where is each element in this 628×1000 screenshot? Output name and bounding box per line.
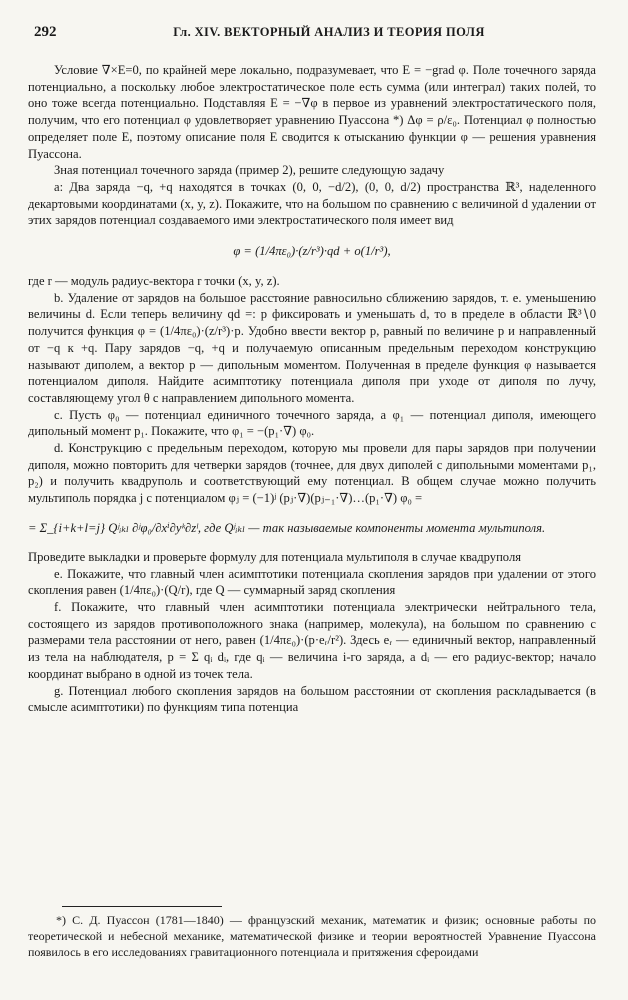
page-header (34, 24, 594, 46)
page-number: 292 (34, 24, 57, 40)
paragraph-task-intro: Зная потенциал точечного заряда (пример 2), решите следующую задачу (54, 163, 445, 178)
paragraph-c: c. Пусть φ₀ — потенциал единичного точечного заряда, а φ₁ — потенциал диполя, имеющего дипольный момент p₁. Покажите, что φ₁ = −(p₁·∇) φ₀. (28, 407, 596, 439)
chapter-title: Гл. XIV. ВЕКТОРНЫЙ АНАЛИЗ И ТЕОРИЯ ПОЛЯ (173, 25, 485, 39)
main-text (28, 62, 596, 716)
footnote-text: *) С. Д. Пуассон (1781—1840) — французский механик, математик и физик; основные работы по теоретической и небесной механике, математической физике и теории вероятностей Уравнение Пуассона появилось в его исследованиях гравитационного потенциала и притяжения сфероидами (28, 913, 596, 959)
footnote (28, 912, 596, 960)
paragraph-d-continued: Проведите выкладки и проверьте формулу для потенциала мультиполя в случае квадруполя (28, 549, 522, 564)
paragraph-a: a: Два заряда −q, +q находятся в точках (0, 0, −d/2), (0, 0, d/2) пространства ℝ³, наделенного декартовыми координатами (x, y, z). Покажите, что на большом по сравнению с величиной d удалении от этих зарядов потенциал создаваемого ими электростатического поля имеет вид (28, 179, 596, 228)
paragraph-b: b. Удаление от зарядов на большое расстояние равносильно сближению зарядов, т. е. уменьшению величины d. Если теперь величину qd =: p фиксировать и уменьшать d, то в пределе в области ℝ³∖0 получится функция φ = (1/4πε₀)·(z/r³)·p. Удобно ввести вектор p, равный по величине p и направленный от −q к +q. Пару зарядов −q, +q и получаемую описанным предельным переходом конструкцию называют диполем, а вектор p — дипольным моментом. Полученная в пределе функция φ называется потенциалом диполя. Найдите асимптотику потенциала диполя при уходе от диполя по лучу, составляющему угол θ с направлением дипольного момента. (28, 290, 596, 405)
paragraph-f: f. Покажите, что главный член асимптотики потенциала электрически нейтрального тела, состоящего из зарядов противоположного знака (например, молекула), на большом по сравнению с размерами тела расстоянии от него, равен (1/4πε₀)·(p·eᵣ/r²). Здесь eᵣ — единичный вектор, направленный из тела на наблюдателя, p = Σ qᵢ dᵢ, где qᵢ — величина i-го заряда, а dᵢ — его радиус-вектор; начало координат выбрано в одной из точек тела. (28, 599, 596, 681)
formula-multipole: = Σ_{i+k+l=j} Qʲᵢₖₗ ∂ʲφ₀/∂xⁱ∂yᵏ∂zˡ, где Qʲᵢₖₗ — так называемые компоненты момента мультиполя. (28, 520, 546, 535)
paragraph-g: g. Потенциал любого скопления зарядов на большом расстоянии от скопления раскладывается (в смысле асимптотики) по функциям типа потенциа (28, 683, 596, 715)
footnote-rule (62, 906, 222, 907)
paragraph-r-definition: где r — модуль радиус-вектора r точки (x, y, z). (28, 274, 280, 289)
formula-dipole-potential: φ = (1/4πε₀)·(z/r³)·qd + o(1/r³), (233, 244, 391, 259)
paragraph-e: e. Покажите, что главный член асимптотики потенциала скопления зарядов при удалении от этого скопления равен (1/4πε₀)·(Q/r), где Q — суммарный заряд скопления (28, 566, 596, 598)
paragraph-d: d. Конструкцию с предельным переходом, которую мы провели для пары зарядов при получении диполя, можно повторить для четверки зарядов (точнее, для двух диполей с дипольными моментами p₁, p₂) и получить квадруполь и соответствующий ему потенциал. В общем случае можно получить мультиполь порядка j с потенциалом φⱼ = (−1)ʲ (pⱼ·∇)(pⱼ₋₁·∇)…(p₁·∇) φ₀ = (28, 441, 596, 506)
paragraph-poisson: Условие ∇×E=0, по крайней мере локально, подразумевает, что E = −grad φ. Поле точечного заряда потенциально, а поскольку любое электростатическое поле есть сумма (или интеграл) таких полей, то оно тоже всегда потенциально. Подставляя E = −∇φ в первое из уравнений электростатического поля, получим, что его потенциал φ удовлетворяет уравнению Пуассона *) Δφ = ρ/ε₀. Потенциал φ полностью определяет поле E, поэтому описание поля E сводится к отысканию функции φ — решения уравнения Пуассона. (28, 63, 596, 161)
